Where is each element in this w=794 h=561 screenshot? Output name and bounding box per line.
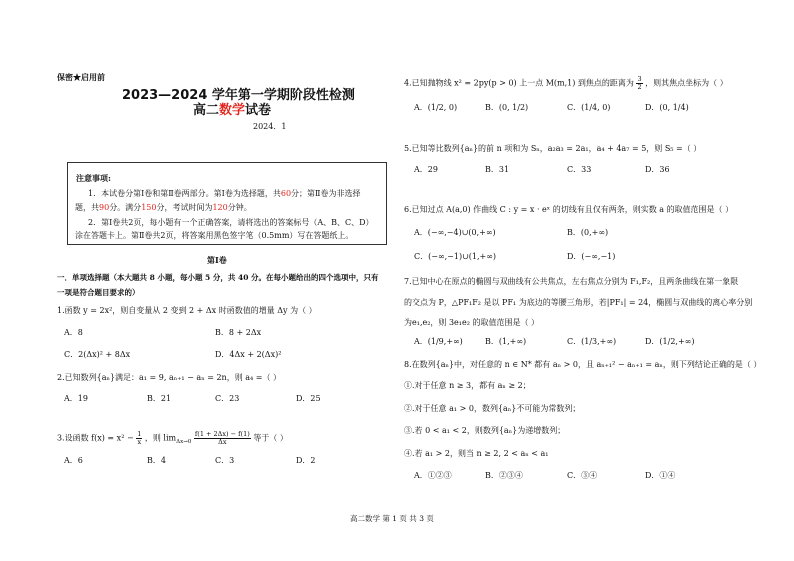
q8-option-a[interactable]: A．①②③ — [414, 471, 452, 480]
q4-option-c[interactable]: C．(1/4, 0) — [567, 103, 611, 112]
q6-option-a[interactable]: A．(−∞,−4)∪(0,+∞) — [414, 228, 496, 237]
q3-option-c[interactable]: C．3 — [215, 456, 235, 465]
notice-heading: 注意事项: — [76, 173, 111, 183]
q6-option-d[interactable]: D．(−∞,−1) — [567, 252, 616, 261]
q3-option-a[interactable]: A．6 — [64, 456, 83, 465]
section-heading: 一．单项选择题（本大题共 8 小题，每小题 5 分，共 40 分。在每小题给出的四个选项中，只有 — [57, 273, 379, 282]
question-4-stem: 4.已知抛物线 x² = 2py(p > 0) 上一点 M(m,1) 到焦点的距离为 $\frac{3}{2}$ ，则其焦点坐标为（ ） — [404, 75, 728, 91]
exam-subtitle: 高二数学试卷 — [193, 103, 272, 118]
q1-option-a[interactable]: A．8 — [64, 328, 83, 337]
exam-title: 2023—2024 学年第一学期阶段性检测 — [122, 88, 355, 103]
q7-option-c[interactable]: C．(1/3,+∞) — [567, 337, 617, 346]
page-footer: 高二数学 第 1 页 共 3 页 — [350, 514, 434, 523]
q7-option-b[interactable]: B．(1,+∞) — [485, 337, 527, 346]
question-6-stem: 6.已知过点 A(a,0) 作曲线 C : y = x · eˣ 的切线有且仅有两条，则实数 a 的取值范围是（ ） — [404, 205, 734, 214]
q8-statement-3: ③.若 0 < a₁ < 2，则数列{aₙ}为递增数列； — [404, 426, 566, 435]
confidential-label: 保密★启用前 — [57, 72, 105, 82]
question-5-stem: 5.已知等比数列{aₙ}的前 n 项和为 Sₙ，a₂a₃ = 2a₁，a₄ + 4a₇ = 5，则 S₅ =（ ） — [404, 144, 702, 153]
exam-date: 2024．1 — [253, 122, 287, 131]
question-2-stem: 2.已知数列{aₙ}满足：a₁ = 9, aₙ₊₁ − aₙ = 2n，则 a₄ =（ ） — [57, 373, 282, 382]
question-7-stem: 为e₁,e₂，则 3e₁e₂ 的取值范围是（ ） — [404, 318, 540, 327]
notice-line: 1．本试卷分第Ⅰ卷和第Ⅱ卷两部分。第Ⅰ卷为选择题，共60分；第Ⅱ卷为非选择 — [88, 189, 361, 198]
volume-heading: 第Ⅰ卷 — [207, 255, 227, 265]
q4-option-b[interactable]: B．(0, 1/2) — [485, 103, 529, 112]
q8-statement-4: ④.若 a₁ > 2，则当 n ≥ 2, 2 < aₙ < a₁ — [404, 449, 549, 458]
notice-line: 2．第Ⅰ卷共2页，每小题有一个正确答案，请将选出的答案标号（A、B、C、D） — [88, 218, 374, 227]
q8-option-b[interactable]: B．②③④ — [485, 471, 523, 480]
q8-option-d[interactable]: D．①④ — [645, 471, 676, 480]
q5-option-d[interactable]: D．36 — [645, 165, 670, 174]
question-7-stem: 的交点为 P，△PF₁F₂ 是以 PF₁ 为底边的等腰三角形，若|PF₁| = 24，椭圆与双曲线的离心率分别 — [404, 298, 753, 307]
q1-option-d[interactable]: D．4Δx + 2(Δx)² — [215, 350, 282, 359]
notice-line: 涂在答题卡上。第Ⅱ卷共2页，将答案用黑色签字笔（0.5mm）写在答题纸上。 — [75, 231, 354, 240]
question-1-stem: 1.函数 y = 2x²，则自变量从 2 变到 2 + Δx 时函数值的增量 Δy 为（ ） — [57, 306, 317, 315]
q2-option-a[interactable]: A．19 — [64, 394, 88, 403]
q5-option-c[interactable]: C．33 — [567, 165, 592, 174]
section-heading: 一项是符合题目要求的） — [57, 288, 140, 297]
q5-option-b[interactable]: B．31 — [485, 165, 510, 174]
question-3-stem: 3.设函数 f(x) = x² − $\frac{1}{x}$ ，则 $\lim_{\Delta x\to 0}$ $\frac{f(1 + 2\Delta x) - f(1)}{\Delta x}$ 等于（ ） — [57, 430, 288, 446]
q1-option-c[interactable]: C．2(Δx)² + 8Δx — [64, 350, 131, 359]
q8-statement-1: ①.对于任意 n ≥ 3，都有 aₙ ≥ 2； — [404, 381, 531, 390]
q6-option-b[interactable]: B．(0,+∞) — [567, 228, 609, 237]
q2-option-b[interactable]: B．21 — [147, 394, 172, 403]
q4-option-a[interactable]: A．(1/2, 0) — [414, 103, 458, 112]
q6-option-c[interactable]: C．(−∞,−1)∪(1,+∞) — [414, 252, 497, 261]
q8-statement-2: ②.对于任意 a₁ > 0，数列{aₙ}不可能为常数列； — [404, 404, 581, 413]
q4-option-d[interactable]: D．(0, 1/4) — [645, 103, 689, 112]
q5-option-a[interactable]: A．29 — [414, 165, 438, 174]
q3-option-b[interactable]: B．4 — [147, 456, 166, 465]
q1-option-b[interactable]: B．8 + 2Δx — [215, 328, 262, 337]
q2-option-c[interactable]: C．23 — [215, 394, 240, 403]
q7-option-a[interactable]: A．(1/9,+∞) — [414, 337, 463, 346]
q2-option-d[interactable]: D．25 — [296, 394, 321, 403]
question-8-stem: 8.在数列{aₙ}中，对任意的 n ∈ N* 都有 aₙ > 0，且 aₙ₊₁² − aₙ₊₁ = aₙ，则下列结论正确的是（ ） — [404, 360, 762, 369]
q8-option-c[interactable]: C．③④ — [567, 471, 598, 480]
question-7-stem: 7.已知中心在原点的椭圆与双曲线有公共焦点，左右焦点分别为 F₁,F₂，且两条曲线在第一象限 — [404, 277, 739, 286]
notice-line: 题，共90分。满分150分，考试时间为120分钟。 — [75, 203, 252, 212]
q3-option-d[interactable]: D．2 — [296, 456, 316, 465]
q7-option-d[interactable]: D．(1/2,+∞) — [645, 337, 695, 346]
